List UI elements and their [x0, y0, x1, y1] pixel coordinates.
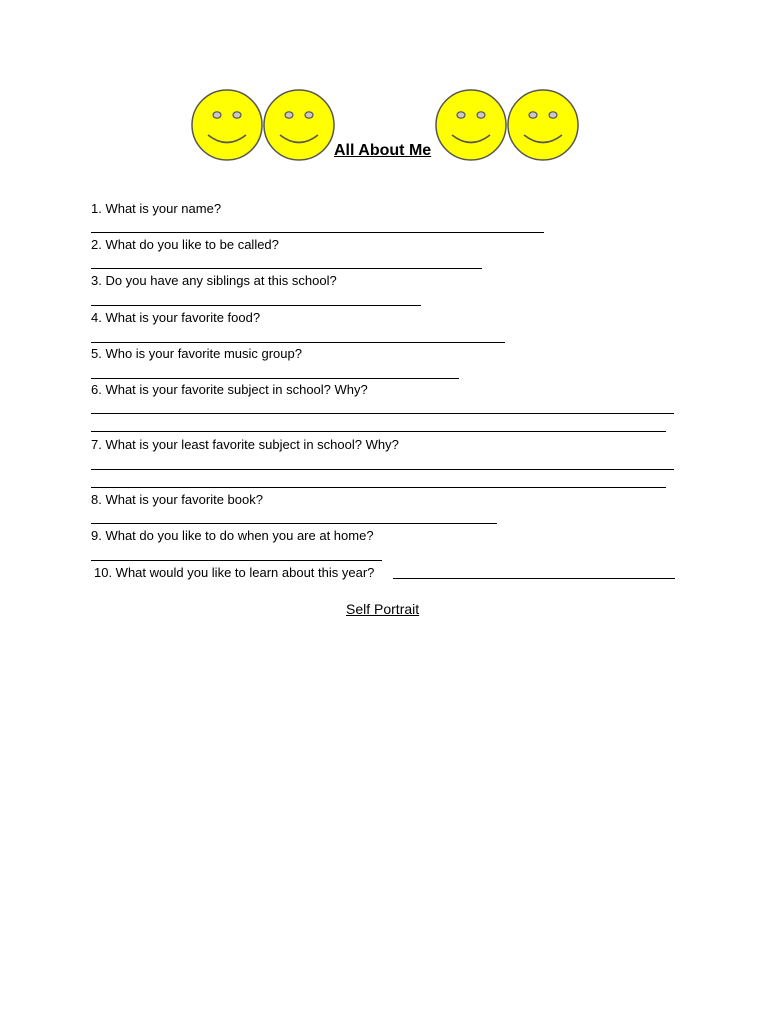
answer-line-10[interactable] [393, 578, 675, 579]
question-8: 8. What is your favorite book? [91, 492, 263, 507]
question-5: 5. Who is your favorite music group? [91, 346, 302, 361]
answer-line-6b[interactable] [91, 431, 666, 432]
question-7: 7. What is your least favorite subject in school? Why? [91, 437, 399, 452]
question-1: 1. What is your name? [91, 201, 222, 216]
question-9: 9. What do you like to do when you are at home? [91, 528, 374, 543]
smiley-face-icon [506, 88, 580, 162]
smiley-face-icon [434, 88, 508, 162]
question-6: 6. What is your favorite subject in school? Why? [91, 382, 368, 397]
answer-line-3[interactable] [91, 305, 421, 306]
self-portrait-area[interactable] [91, 630, 674, 990]
answer-line-7a[interactable] [91, 469, 674, 470]
self-portrait-label: Self Portrait [346, 601, 420, 617]
question-4: 4. What is your favorite food? [91, 310, 261, 325]
answer-line-6a[interactable] [91, 413, 674, 414]
question-10: 10. What would you like to learn about this year? [94, 565, 375, 580]
smiley-face-icon [190, 88, 264, 162]
question-2: 2. What do you like to be called? [91, 237, 279, 252]
answer-line-8[interactable] [91, 523, 497, 524]
answer-line-5[interactable] [91, 378, 459, 379]
answer-line-1[interactable] [91, 232, 544, 233]
worksheet-header [0, 0, 768, 170]
answer-line-4[interactable] [91, 342, 505, 343]
answer-line-9[interactable] [91, 560, 382, 561]
answer-line-2[interactable] [91, 268, 482, 269]
answer-line-7b[interactable] [91, 487, 666, 488]
smiley-face-icon [262, 88, 336, 162]
question-3: 3. Do you have any siblings at this school? [91, 273, 337, 288]
page-title: All About Me [334, 142, 432, 159]
